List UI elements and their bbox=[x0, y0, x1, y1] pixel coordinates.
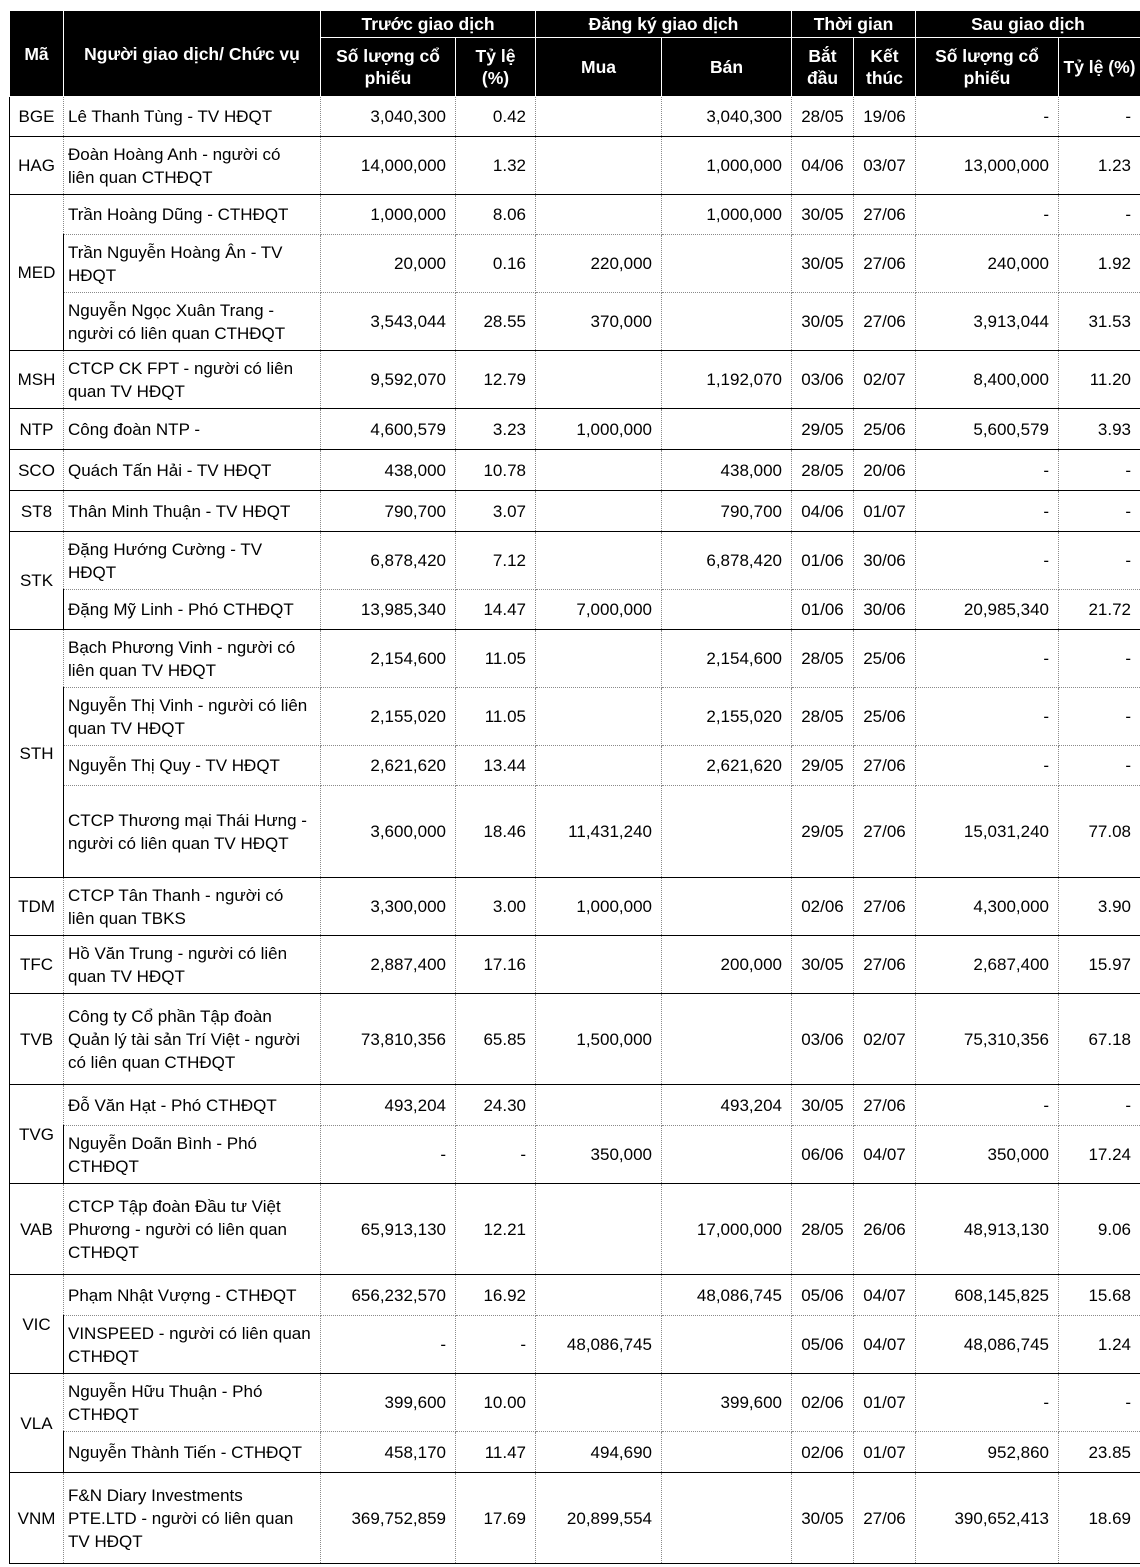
header-ma: Mã bbox=[10, 11, 64, 97]
trader-name-cell: Nguyễn Thị Vinh - người có liên quan TV HĐQT bbox=[64, 688, 321, 746]
sell-cell: 399,600 bbox=[662, 1374, 792, 1432]
start-date-cell: 02/06 bbox=[792, 878, 854, 936]
start-date-cell: 28/05 bbox=[792, 688, 854, 746]
ratio-after-cell: - bbox=[1059, 1374, 1140, 1432]
start-date-cell: 30/05 bbox=[792, 1473, 854, 1564]
ratio-before-cell: 12.79 bbox=[456, 351, 536, 409]
ratio-before-cell: 18.46 bbox=[456, 786, 536, 878]
ratio-before-cell: 10.78 bbox=[456, 450, 536, 491]
ratio-after-cell: - bbox=[1059, 450, 1140, 491]
end-date-cell: 27/06 bbox=[854, 786, 916, 878]
ratio-before-cell: 17.16 bbox=[456, 936, 536, 994]
ratio-before-cell: 10.00 bbox=[456, 1374, 536, 1432]
start-date-cell: 30/05 bbox=[792, 1085, 854, 1126]
table-row bbox=[10, 1275, 1140, 1316]
end-date-cell: 27/06 bbox=[854, 195, 916, 235]
stock-code-cell: MSH bbox=[10, 351, 64, 409]
stock-code-cell: TDM bbox=[10, 878, 64, 936]
buy-cell bbox=[536, 351, 662, 409]
stock-code-cell: MED bbox=[10, 195, 64, 351]
insider-trading-table bbox=[9, 10, 1140, 1564]
shares-after-cell: 390,652,413 bbox=[916, 1473, 1059, 1564]
header-mua: Mua bbox=[536, 38, 662, 97]
shares-after-cell: 5,600,579 bbox=[916, 409, 1059, 450]
ratio-after-cell: 15.97 bbox=[1059, 936, 1140, 994]
start-date-cell: 03/06 bbox=[792, 351, 854, 409]
ratio-after-cell: 15.68 bbox=[1059, 1275, 1140, 1316]
ratio-after-cell: - bbox=[1059, 532, 1140, 590]
start-date-cell: 05/06 bbox=[792, 1316, 854, 1374]
shares-before-cell: 656,232,570 bbox=[321, 1275, 456, 1316]
table-row bbox=[10, 195, 1140, 235]
shares-before-cell: 9,592,070 bbox=[321, 351, 456, 409]
trader-name-cell: Nguyễn Thị Quy - TV HĐQT bbox=[64, 746, 321, 786]
end-date-cell: 27/06 bbox=[854, 1085, 916, 1126]
shares-after-cell: - bbox=[916, 532, 1059, 590]
start-date-cell: 30/05 bbox=[792, 936, 854, 994]
ratio-before-cell: 16.92 bbox=[456, 1275, 536, 1316]
sell-cell bbox=[662, 1432, 792, 1473]
table-row bbox=[10, 1374, 1140, 1432]
start-date-cell: 30/05 bbox=[792, 195, 854, 235]
sell-cell bbox=[662, 590, 792, 630]
ratio-after-cell: 23.85 bbox=[1059, 1432, 1140, 1473]
buy-cell: 1,000,000 bbox=[536, 878, 662, 936]
trader-name-cell: Nguyễn Ngọc Xuân Trang - người có liên quan CTHĐQT bbox=[64, 293, 321, 351]
ratio-before-cell: 0.42 bbox=[456, 97, 536, 137]
ratio-before-cell: 65.85 bbox=[456, 994, 536, 1085]
sell-cell bbox=[662, 786, 792, 878]
buy-cell bbox=[536, 936, 662, 994]
header-ban: Bán bbox=[662, 38, 792, 97]
ratio-before-cell: 11.47 bbox=[456, 1432, 536, 1473]
end-date-cell: 27/06 bbox=[854, 1473, 916, 1564]
shares-after-cell: 240,000 bbox=[916, 235, 1059, 293]
trader-name-cell: F&N Diary Investments PTE.LTD - người có liên quan TV HĐQT bbox=[64, 1473, 321, 1564]
shares-after-cell: - bbox=[916, 195, 1059, 235]
end-date-cell: 01/07 bbox=[854, 1432, 916, 1473]
buy-cell bbox=[536, 491, 662, 532]
buy-cell bbox=[536, 137, 662, 195]
ratio-after-cell: - bbox=[1059, 1085, 1140, 1126]
sell-cell: 1,192,070 bbox=[662, 351, 792, 409]
shares-after-cell: - bbox=[916, 630, 1059, 688]
start-date-cell: 05/06 bbox=[792, 1275, 854, 1316]
trader-name-cell: Phạm Nhật Vượng - CTHĐQT bbox=[64, 1275, 321, 1316]
trader-name-cell: Công ty Cổ phần Tập đoàn Quản lý tài sản Trí Việt - người có liên quan CTHĐQT bbox=[64, 994, 321, 1085]
end-date-cell: 01/07 bbox=[854, 1374, 916, 1432]
shares-after-cell: 13,000,000 bbox=[916, 137, 1059, 195]
ratio-after-cell: 3.93 bbox=[1059, 409, 1140, 450]
stock-code-cell: STK bbox=[10, 532, 64, 630]
table-row bbox=[10, 994, 1140, 1085]
sell-cell bbox=[662, 878, 792, 936]
shares-before-cell: 1,000,000 bbox=[321, 195, 456, 235]
ratio-after-cell: 1.23 bbox=[1059, 137, 1140, 195]
table-row bbox=[10, 688, 1140, 746]
shares-before-cell: 73,810,356 bbox=[321, 994, 456, 1085]
stock-code-cell: VLA bbox=[10, 1374, 64, 1473]
end-date-cell: 27/06 bbox=[854, 746, 916, 786]
ratio-before-cell: 7.12 bbox=[456, 532, 536, 590]
shares-after-cell: 20,985,340 bbox=[916, 590, 1059, 630]
start-date-cell: 29/05 bbox=[792, 786, 854, 878]
start-date-cell: 02/06 bbox=[792, 1374, 854, 1432]
table-row bbox=[10, 491, 1140, 532]
start-date-cell: 28/05 bbox=[792, 450, 854, 491]
ratio-before-cell: - bbox=[456, 1316, 536, 1374]
trader-name-cell: Hồ Văn Trung - người có liên quan TV HĐQT bbox=[64, 936, 321, 994]
header-dang-ky-giao-dich: Đăng ký giao dịch bbox=[536, 11, 792, 38]
trader-name-cell: Đặng Hướng Cường - TV HĐQT bbox=[64, 532, 321, 590]
ratio-after-cell: 3.90 bbox=[1059, 878, 1140, 936]
start-date-cell: 30/05 bbox=[792, 293, 854, 351]
end-date-cell: 04/07 bbox=[854, 1275, 916, 1316]
trader-name-cell: CTCP Tân Thanh - người có liên quan TBKS bbox=[64, 878, 321, 936]
stock-code-cell: STH bbox=[10, 630, 64, 878]
shares-before-cell: 2,621,620 bbox=[321, 746, 456, 786]
sell-cell: 1,000,000 bbox=[662, 195, 792, 235]
ratio-after-cell: 31.53 bbox=[1059, 293, 1140, 351]
ratio-after-cell: 1.92 bbox=[1059, 235, 1140, 293]
table-row bbox=[10, 532, 1140, 590]
sell-cell: 438,000 bbox=[662, 450, 792, 491]
table-row bbox=[10, 786, 1140, 878]
end-date-cell: 25/06 bbox=[854, 688, 916, 746]
table-row bbox=[10, 351, 1140, 409]
stock-code-cell: ST8 bbox=[10, 491, 64, 532]
table-header bbox=[10, 11, 1140, 97]
header-truoc-giao-dich: Trước giao dịch bbox=[321, 11, 536, 38]
start-date-cell: 01/06 bbox=[792, 590, 854, 630]
end-date-cell: 25/06 bbox=[854, 409, 916, 450]
buy-cell: 11,431,240 bbox=[536, 786, 662, 878]
shares-after-cell: 15,031,240 bbox=[916, 786, 1059, 878]
end-date-cell: 27/06 bbox=[854, 293, 916, 351]
shares-after-cell: - bbox=[916, 1374, 1059, 1432]
table-row bbox=[10, 630, 1140, 688]
table-row bbox=[10, 1085, 1140, 1126]
sell-cell: 493,204 bbox=[662, 1085, 792, 1126]
ratio-after-cell: - bbox=[1059, 97, 1140, 137]
shares-before-cell: 2,155,020 bbox=[321, 688, 456, 746]
trader-name-cell: CTCP Thương mại Thái Hưng - người có liên quan TV HĐQT bbox=[64, 786, 321, 878]
trader-name-cell: Nguyễn Doãn Bình - Phó CTHĐQT bbox=[64, 1126, 321, 1184]
stock-code-cell: NTP bbox=[10, 409, 64, 450]
trader-name-cell: Công đoàn NTP - bbox=[64, 409, 321, 450]
sell-cell: 2,621,620 bbox=[662, 746, 792, 786]
end-date-cell: 19/06 bbox=[854, 97, 916, 137]
buy-cell: 1,000,000 bbox=[536, 409, 662, 450]
table-row bbox=[10, 590, 1140, 630]
shares-after-cell: - bbox=[916, 688, 1059, 746]
buy-cell: 494,690 bbox=[536, 1432, 662, 1473]
table-row bbox=[10, 746, 1140, 786]
table-row bbox=[10, 1473, 1140, 1564]
ratio-before-cell: 3.23 bbox=[456, 409, 536, 450]
buy-cell bbox=[536, 688, 662, 746]
trader-name-cell: Đặng Mỹ Linh - Phó CTHĐQT bbox=[64, 590, 321, 630]
trader-name-cell: Bạch Phương Vinh - người có liên quan TV HĐQT bbox=[64, 630, 321, 688]
table-row bbox=[10, 409, 1140, 450]
ratio-after-cell: - bbox=[1059, 491, 1140, 532]
sell-cell: 2,154,600 bbox=[662, 630, 792, 688]
buy-cell bbox=[536, 1085, 662, 1126]
start-date-cell: 29/05 bbox=[792, 409, 854, 450]
end-date-cell: 30/06 bbox=[854, 590, 916, 630]
start-date-cell: 04/06 bbox=[792, 491, 854, 532]
shares-before-cell: - bbox=[321, 1126, 456, 1184]
header-nguoi-giao-dich: Người giao dịch/ Chức vụ bbox=[64, 11, 321, 97]
shares-before-cell: 438,000 bbox=[321, 450, 456, 491]
shares-after-cell: 75,310,356 bbox=[916, 994, 1059, 1085]
trader-name-cell: Lê Thanh Tùng - TV HĐQT bbox=[64, 97, 321, 137]
shares-after-cell: 350,000 bbox=[916, 1126, 1059, 1184]
trader-name-cell: Đoàn Hoàng Anh - người có liên quan CTHĐQT bbox=[64, 137, 321, 195]
ratio-after-cell: 67.18 bbox=[1059, 994, 1140, 1085]
shares-after-cell: - bbox=[916, 1085, 1059, 1126]
trader-name-cell: Nguyễn Thành Tiến - CTHĐQT bbox=[64, 1432, 321, 1473]
start-date-cell: 01/06 bbox=[792, 532, 854, 590]
shares-before-cell: 493,204 bbox=[321, 1085, 456, 1126]
ratio-after-cell: - bbox=[1059, 746, 1140, 786]
ratio-after-cell: 18.69 bbox=[1059, 1473, 1140, 1564]
buy-cell bbox=[536, 195, 662, 235]
end-date-cell: 04/07 bbox=[854, 1316, 916, 1374]
trader-name-cell: Quách Tấn Hải - TV HĐQT bbox=[64, 450, 321, 491]
ratio-before-cell: 14.47 bbox=[456, 590, 536, 630]
shares-after-cell: - bbox=[916, 97, 1059, 137]
buy-cell bbox=[536, 1184, 662, 1275]
shares-before-cell: 3,600,000 bbox=[321, 786, 456, 878]
ratio-before-cell: 17.69 bbox=[456, 1473, 536, 1564]
shares-before-cell: 2,887,400 bbox=[321, 936, 456, 994]
shares-after-cell: 3,913,044 bbox=[916, 293, 1059, 351]
buy-cell: 370,000 bbox=[536, 293, 662, 351]
table-row bbox=[10, 235, 1140, 293]
shares-before-cell: 65,913,130 bbox=[321, 1184, 456, 1275]
start-date-cell: 06/06 bbox=[792, 1126, 854, 1184]
buy-cell bbox=[536, 1374, 662, 1432]
sell-cell: 790,700 bbox=[662, 491, 792, 532]
buy-cell: 48,086,745 bbox=[536, 1316, 662, 1374]
buy-cell: 1,500,000 bbox=[536, 994, 662, 1085]
table-row bbox=[10, 450, 1140, 491]
shares-after-cell: 608,145,825 bbox=[916, 1275, 1059, 1316]
table-row bbox=[10, 1126, 1140, 1184]
header-sau-giao-dich: Sau giao dịch bbox=[916, 11, 1140, 38]
trader-name-cell: Nguyễn Hữu Thuận - Phó CTHĐQT bbox=[64, 1374, 321, 1432]
sell-cell bbox=[662, 994, 792, 1085]
sell-cell: 48,086,745 bbox=[662, 1275, 792, 1316]
sell-cell: 200,000 bbox=[662, 936, 792, 994]
table-row bbox=[10, 1316, 1140, 1374]
header-ty-le-truoc: Tỷ lệ (%) bbox=[456, 38, 536, 97]
shares-before-cell: 3,040,300 bbox=[321, 97, 456, 137]
ratio-after-cell: - bbox=[1059, 630, 1140, 688]
shares-before-cell: 790,700 bbox=[321, 491, 456, 532]
trader-name-cell: CTCP Tập đoàn Đầu tư Việt Phương - người có liên quan CTHĐQT bbox=[64, 1184, 321, 1275]
sell-cell: 17,000,000 bbox=[662, 1184, 792, 1275]
shares-before-cell: 4,600,579 bbox=[321, 409, 456, 450]
shares-before-cell: 3,543,044 bbox=[321, 293, 456, 351]
ratio-after-cell: 17.24 bbox=[1059, 1126, 1140, 1184]
end-date-cell: 27/06 bbox=[854, 878, 916, 936]
sell-cell: 2,155,020 bbox=[662, 688, 792, 746]
shares-before-cell: 2,154,600 bbox=[321, 630, 456, 688]
stock-code-cell: TFC bbox=[10, 936, 64, 994]
end-date-cell: 25/06 bbox=[854, 630, 916, 688]
ratio-before-cell: 13.44 bbox=[456, 746, 536, 786]
header-ket-thuc: Kết thúc bbox=[854, 38, 916, 97]
start-date-cell: 03/06 bbox=[792, 994, 854, 1085]
ratio-after-cell: 11.20 bbox=[1059, 351, 1140, 409]
sell-cell bbox=[662, 1126, 792, 1184]
end-date-cell: 02/07 bbox=[854, 351, 916, 409]
stock-code-cell: TVG bbox=[10, 1085, 64, 1184]
stock-code-cell: HAG bbox=[10, 137, 64, 195]
table-body bbox=[10, 97, 1140, 1564]
end-date-cell: 02/07 bbox=[854, 994, 916, 1085]
table-row bbox=[10, 936, 1140, 994]
ratio-before-cell: 12.21 bbox=[456, 1184, 536, 1275]
table-row bbox=[10, 1432, 1140, 1473]
stock-code-cell: VNM bbox=[10, 1473, 64, 1564]
ratio-before-cell: 11.05 bbox=[456, 630, 536, 688]
buy-cell bbox=[536, 97, 662, 137]
end-date-cell: 27/06 bbox=[854, 235, 916, 293]
table-row bbox=[10, 878, 1140, 936]
header-so-luong-truoc: Số lượng cổ phiếu bbox=[321, 38, 456, 97]
shares-before-cell: 13,985,340 bbox=[321, 590, 456, 630]
end-date-cell: 20/06 bbox=[854, 450, 916, 491]
buy-cell bbox=[536, 746, 662, 786]
sell-cell: 1,000,000 bbox=[662, 137, 792, 195]
shares-after-cell: - bbox=[916, 450, 1059, 491]
shares-before-cell: 14,000,000 bbox=[321, 137, 456, 195]
trader-name-cell: Thân Minh Thuận - TV HĐQT bbox=[64, 491, 321, 532]
trader-name-cell: Trần Nguyễn Hoàng Ân - TV HĐQT bbox=[64, 235, 321, 293]
header-ty-le-sau: Tỷ lệ (%) bbox=[1059, 38, 1140, 97]
ratio-before-cell: 11.05 bbox=[456, 688, 536, 746]
ratio-before-cell: 3.07 bbox=[456, 491, 536, 532]
shares-before-cell: 369,752,859 bbox=[321, 1473, 456, 1564]
stock-code-cell: BGE bbox=[10, 97, 64, 137]
end-date-cell: 27/06 bbox=[854, 936, 916, 994]
end-date-cell: 03/07 bbox=[854, 137, 916, 195]
stock-code-cell: TVB bbox=[10, 994, 64, 1085]
header-so-luong-sau: Số lượng cổ phiếu bbox=[916, 38, 1059, 97]
sell-cell: 6,878,420 bbox=[662, 532, 792, 590]
trader-name-cell: VINSPEED - người có liên quan CTHĐQT bbox=[64, 1316, 321, 1374]
header-thoi-gian: Thời gian bbox=[792, 11, 916, 38]
ratio-before-cell: - bbox=[456, 1126, 536, 1184]
shares-after-cell: 48,913,130 bbox=[916, 1184, 1059, 1275]
sell-cell: 3,040,300 bbox=[662, 97, 792, 137]
shares-after-cell: 8,400,000 bbox=[916, 351, 1059, 409]
table-row bbox=[10, 1184, 1140, 1275]
end-date-cell: 30/06 bbox=[854, 532, 916, 590]
start-date-cell: 29/05 bbox=[792, 746, 854, 786]
table-row bbox=[10, 293, 1140, 351]
ratio-after-cell: - bbox=[1059, 688, 1140, 746]
sell-cell bbox=[662, 1316, 792, 1374]
end-date-cell: 04/07 bbox=[854, 1126, 916, 1184]
sell-cell bbox=[662, 235, 792, 293]
stock-code-cell: VIC bbox=[10, 1275, 64, 1374]
ratio-before-cell: 8.06 bbox=[456, 195, 536, 235]
shares-after-cell: - bbox=[916, 491, 1059, 532]
trader-name-cell: Đỗ Văn Hạt - Phó CTHĐQT bbox=[64, 1085, 321, 1126]
shares-after-cell: - bbox=[916, 746, 1059, 786]
trader-name-cell: Trần Hoàng Dũng - CTHĐQT bbox=[64, 195, 321, 235]
end-date-cell: 01/07 bbox=[854, 491, 916, 532]
stock-code-cell: VAB bbox=[10, 1184, 64, 1275]
buy-cell: 220,000 bbox=[536, 235, 662, 293]
ratio-after-cell: 21.72 bbox=[1059, 590, 1140, 630]
shares-before-cell: 399,600 bbox=[321, 1374, 456, 1432]
sell-cell bbox=[662, 1473, 792, 1564]
shares-after-cell: 4,300,000 bbox=[916, 878, 1059, 936]
buy-cell: 7,000,000 bbox=[536, 590, 662, 630]
table-row bbox=[10, 137, 1140, 195]
shares-before-cell: - bbox=[321, 1316, 456, 1374]
buy-cell bbox=[536, 532, 662, 590]
ratio-before-cell: 1.32 bbox=[456, 137, 536, 195]
shares-after-cell: 2,687,400 bbox=[916, 936, 1059, 994]
ratio-before-cell: 28.55 bbox=[456, 293, 536, 351]
buy-cell bbox=[536, 630, 662, 688]
shares-before-cell: 6,878,420 bbox=[321, 532, 456, 590]
buy-cell bbox=[536, 450, 662, 491]
start-date-cell: 28/05 bbox=[792, 630, 854, 688]
start-date-cell: 04/06 bbox=[792, 137, 854, 195]
start-date-cell: 28/05 bbox=[792, 1184, 854, 1275]
shares-before-cell: 20,000 bbox=[321, 235, 456, 293]
shares-after-cell: 48,086,745 bbox=[916, 1316, 1059, 1374]
start-date-cell: 30/05 bbox=[792, 235, 854, 293]
ratio-before-cell: 24.30 bbox=[456, 1085, 536, 1126]
shares-before-cell: 458,170 bbox=[321, 1432, 456, 1473]
trader-name-cell: CTCP CK FPT - người có liên quan TV HĐQT bbox=[64, 351, 321, 409]
buy-cell: 350,000 bbox=[536, 1126, 662, 1184]
header-bat-dau: Bắt đầu bbox=[792, 38, 854, 97]
start-date-cell: 28/05 bbox=[792, 97, 854, 137]
buy-cell bbox=[536, 1275, 662, 1316]
stock-code-cell: SCO bbox=[10, 450, 64, 491]
ratio-after-cell: 9.06 bbox=[1059, 1184, 1140, 1275]
ratio-after-cell: - bbox=[1059, 195, 1140, 235]
table-row bbox=[10, 97, 1140, 137]
buy-cell: 20,899,554 bbox=[536, 1473, 662, 1564]
ratio-before-cell: 3.00 bbox=[456, 878, 536, 936]
sell-cell bbox=[662, 409, 792, 450]
ratio-after-cell: 77.08 bbox=[1059, 786, 1140, 878]
ratio-after-cell: 1.24 bbox=[1059, 1316, 1140, 1374]
ratio-before-cell: 0.16 bbox=[456, 235, 536, 293]
start-date-cell: 02/06 bbox=[792, 1432, 854, 1473]
end-date-cell: 26/06 bbox=[854, 1184, 916, 1275]
shares-before-cell: 3,300,000 bbox=[321, 878, 456, 936]
sell-cell bbox=[662, 293, 792, 351]
shares-after-cell: 952,860 bbox=[916, 1432, 1059, 1473]
